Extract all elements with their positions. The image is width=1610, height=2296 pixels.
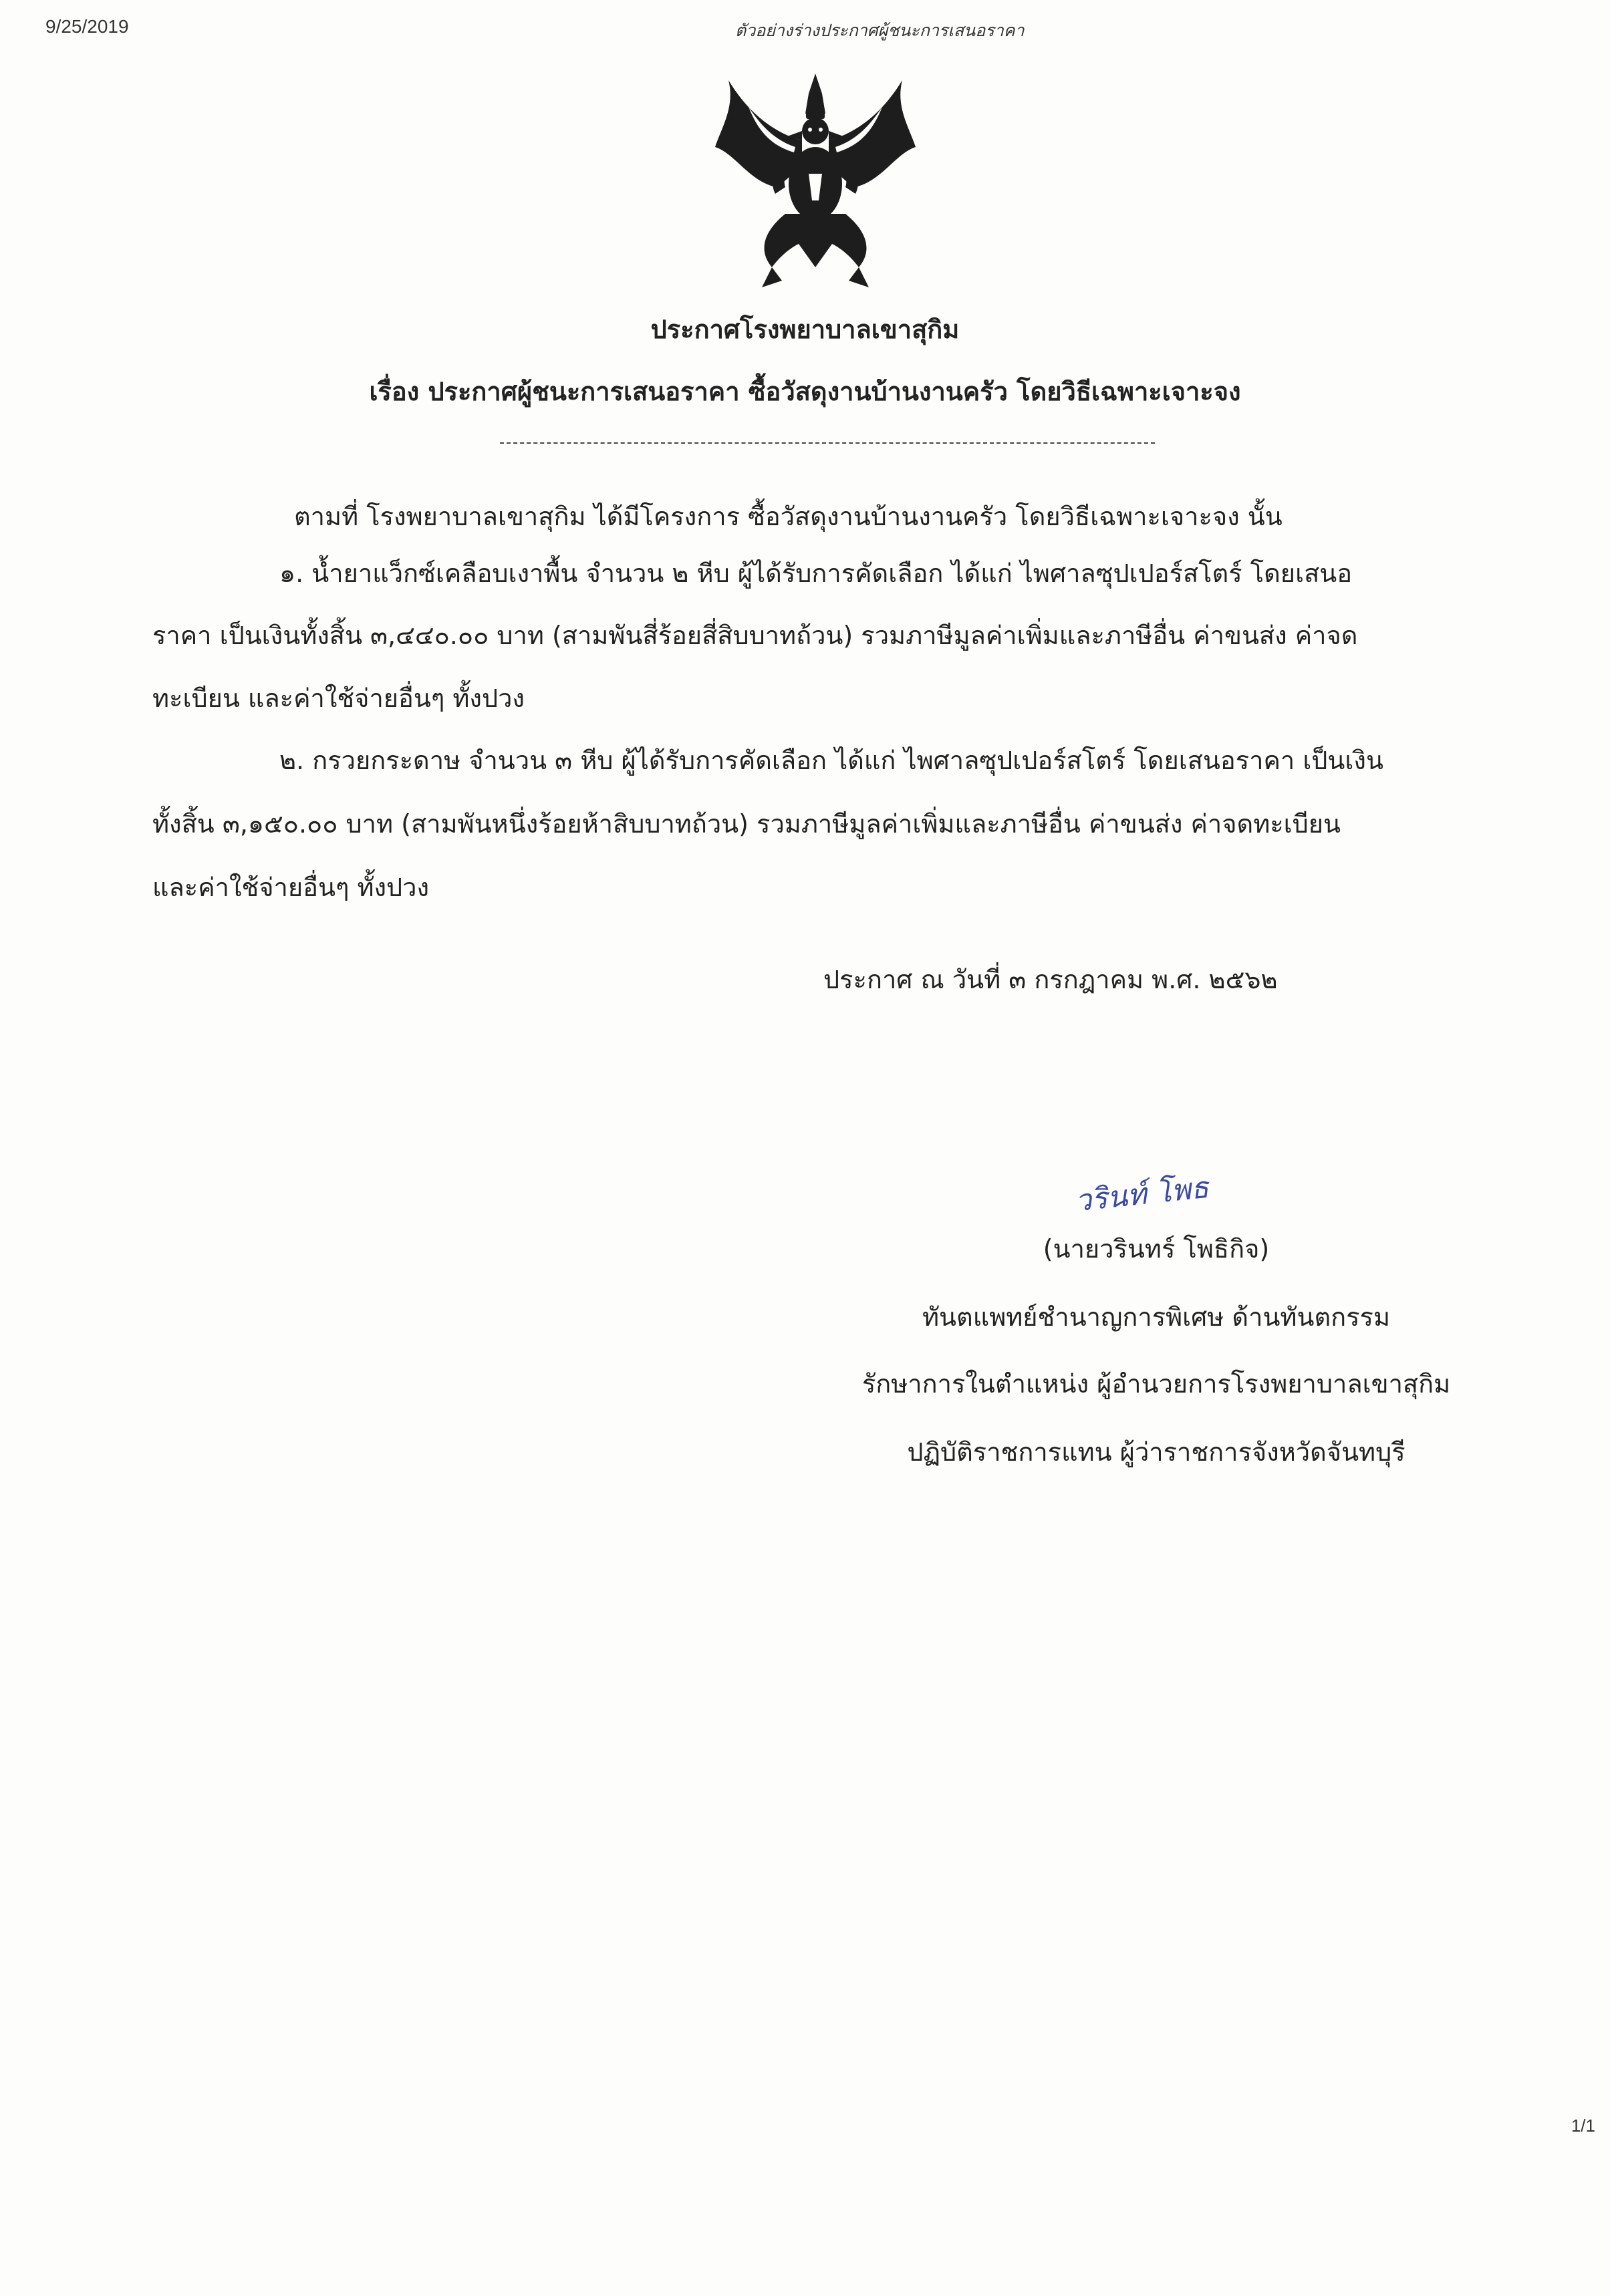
announcement-heading: ประกาศโรงพยาบาลเขาสุกิม [650, 315, 960, 344]
item1-line: ราคา เป็นเงินทั้งสิ้น ๓,๔๔๐.๐๐ บาท (สามพันสี่ร้อยสี่สิบบาทถ้วน) รวมภาษีมูลค่าเพิ่มและภาษีอื่น ค่าขนส่ง ค่าจด [152, 621, 1358, 650]
signatory-position: รักษาการในตำแหน่ง ผู้อำนวยการโรงพยาบาลเขาสุกิม [861, 1369, 1451, 1399]
signatory-name: (นายวรินทร์ โพธิกิจ) [1043, 1234, 1270, 1264]
signatory-position: ปฏิบัติราชการแทน ผู้ว่าราชการจังหวัดจันทบุรี [907, 1437, 1405, 1467]
print-date: 9/25/2019 [45, 16, 129, 37]
handwritten-signature: วรินท์ โพธ [1073, 1170, 1211, 1219]
print-doc-title: ตัวอย่างร่างประกาศผู้ชนะการเสนอราคา [735, 21, 1025, 40]
garuda-emblem-icon [708, 67, 922, 294]
announcement-date: ประกาศ ณ วันที่ ๓ กรกฎาคม พ.ศ. ๒๕๖๒ [823, 965, 1278, 994]
item2-line: ทั้งสิ้น ๓,๑๕๐.๐๐ บาท (สามพันหนึ่งร้อยห้าสิบบาทถ้วน) รวมภาษีมูลค่าเพิ่มและภาษีอื่น ค่าขนส่ง ค่าจดทะเบียน [152, 809, 1341, 839]
divider [500, 442, 1155, 444]
item2-line: ๒. กรวยกระดาษ จำนวน ๓ หีบ ผู้ได้รับการคัดเลือก ได้แก่ ไพศาลซุปเปอร์สโตร์ โดยเสนอราคา เป็นเงิน [279, 746, 1383, 775]
intro-paragraph: ตามที่ โรงพยาบาลเขาสุกิม ได้มีโครงการ ซื้อวัสดุงานบ้านงานครัว โดยวิธีเฉพาะเจาะจง นั้น [294, 502, 1283, 531]
signatory-position: ทันตแพทย์ชำนาญการพิเศษ ด้านทันตกรรม [922, 1302, 1390, 1332]
item1-line: ๑. น้ำยาแว็กซ์เคลือบเงาพื้น จำนวน ๒ หีบ ผู้ได้รับการคัดเลือก ได้แก่ ไพศาลซุปเปอร์สโตร์ โดยเสนอ [279, 559, 1353, 588]
announcement-subject: เรื่อง ประกาศผู้ชนะการเสนอราคา ซื้อวัสดุงานบ้านงานครัว โดยวิธีเฉพาะเจาะจง [369, 377, 1241, 406]
item1-line: ทะเบียน และค่าใช้จ่ายอื่นๆ ทั้งปวง [152, 684, 525, 713]
item2-line: และค่าใช้จ่ายอื่นๆ ทั้งปวง [152, 873, 430, 902]
page-number: 1/1 [1571, 2116, 1595, 2136]
